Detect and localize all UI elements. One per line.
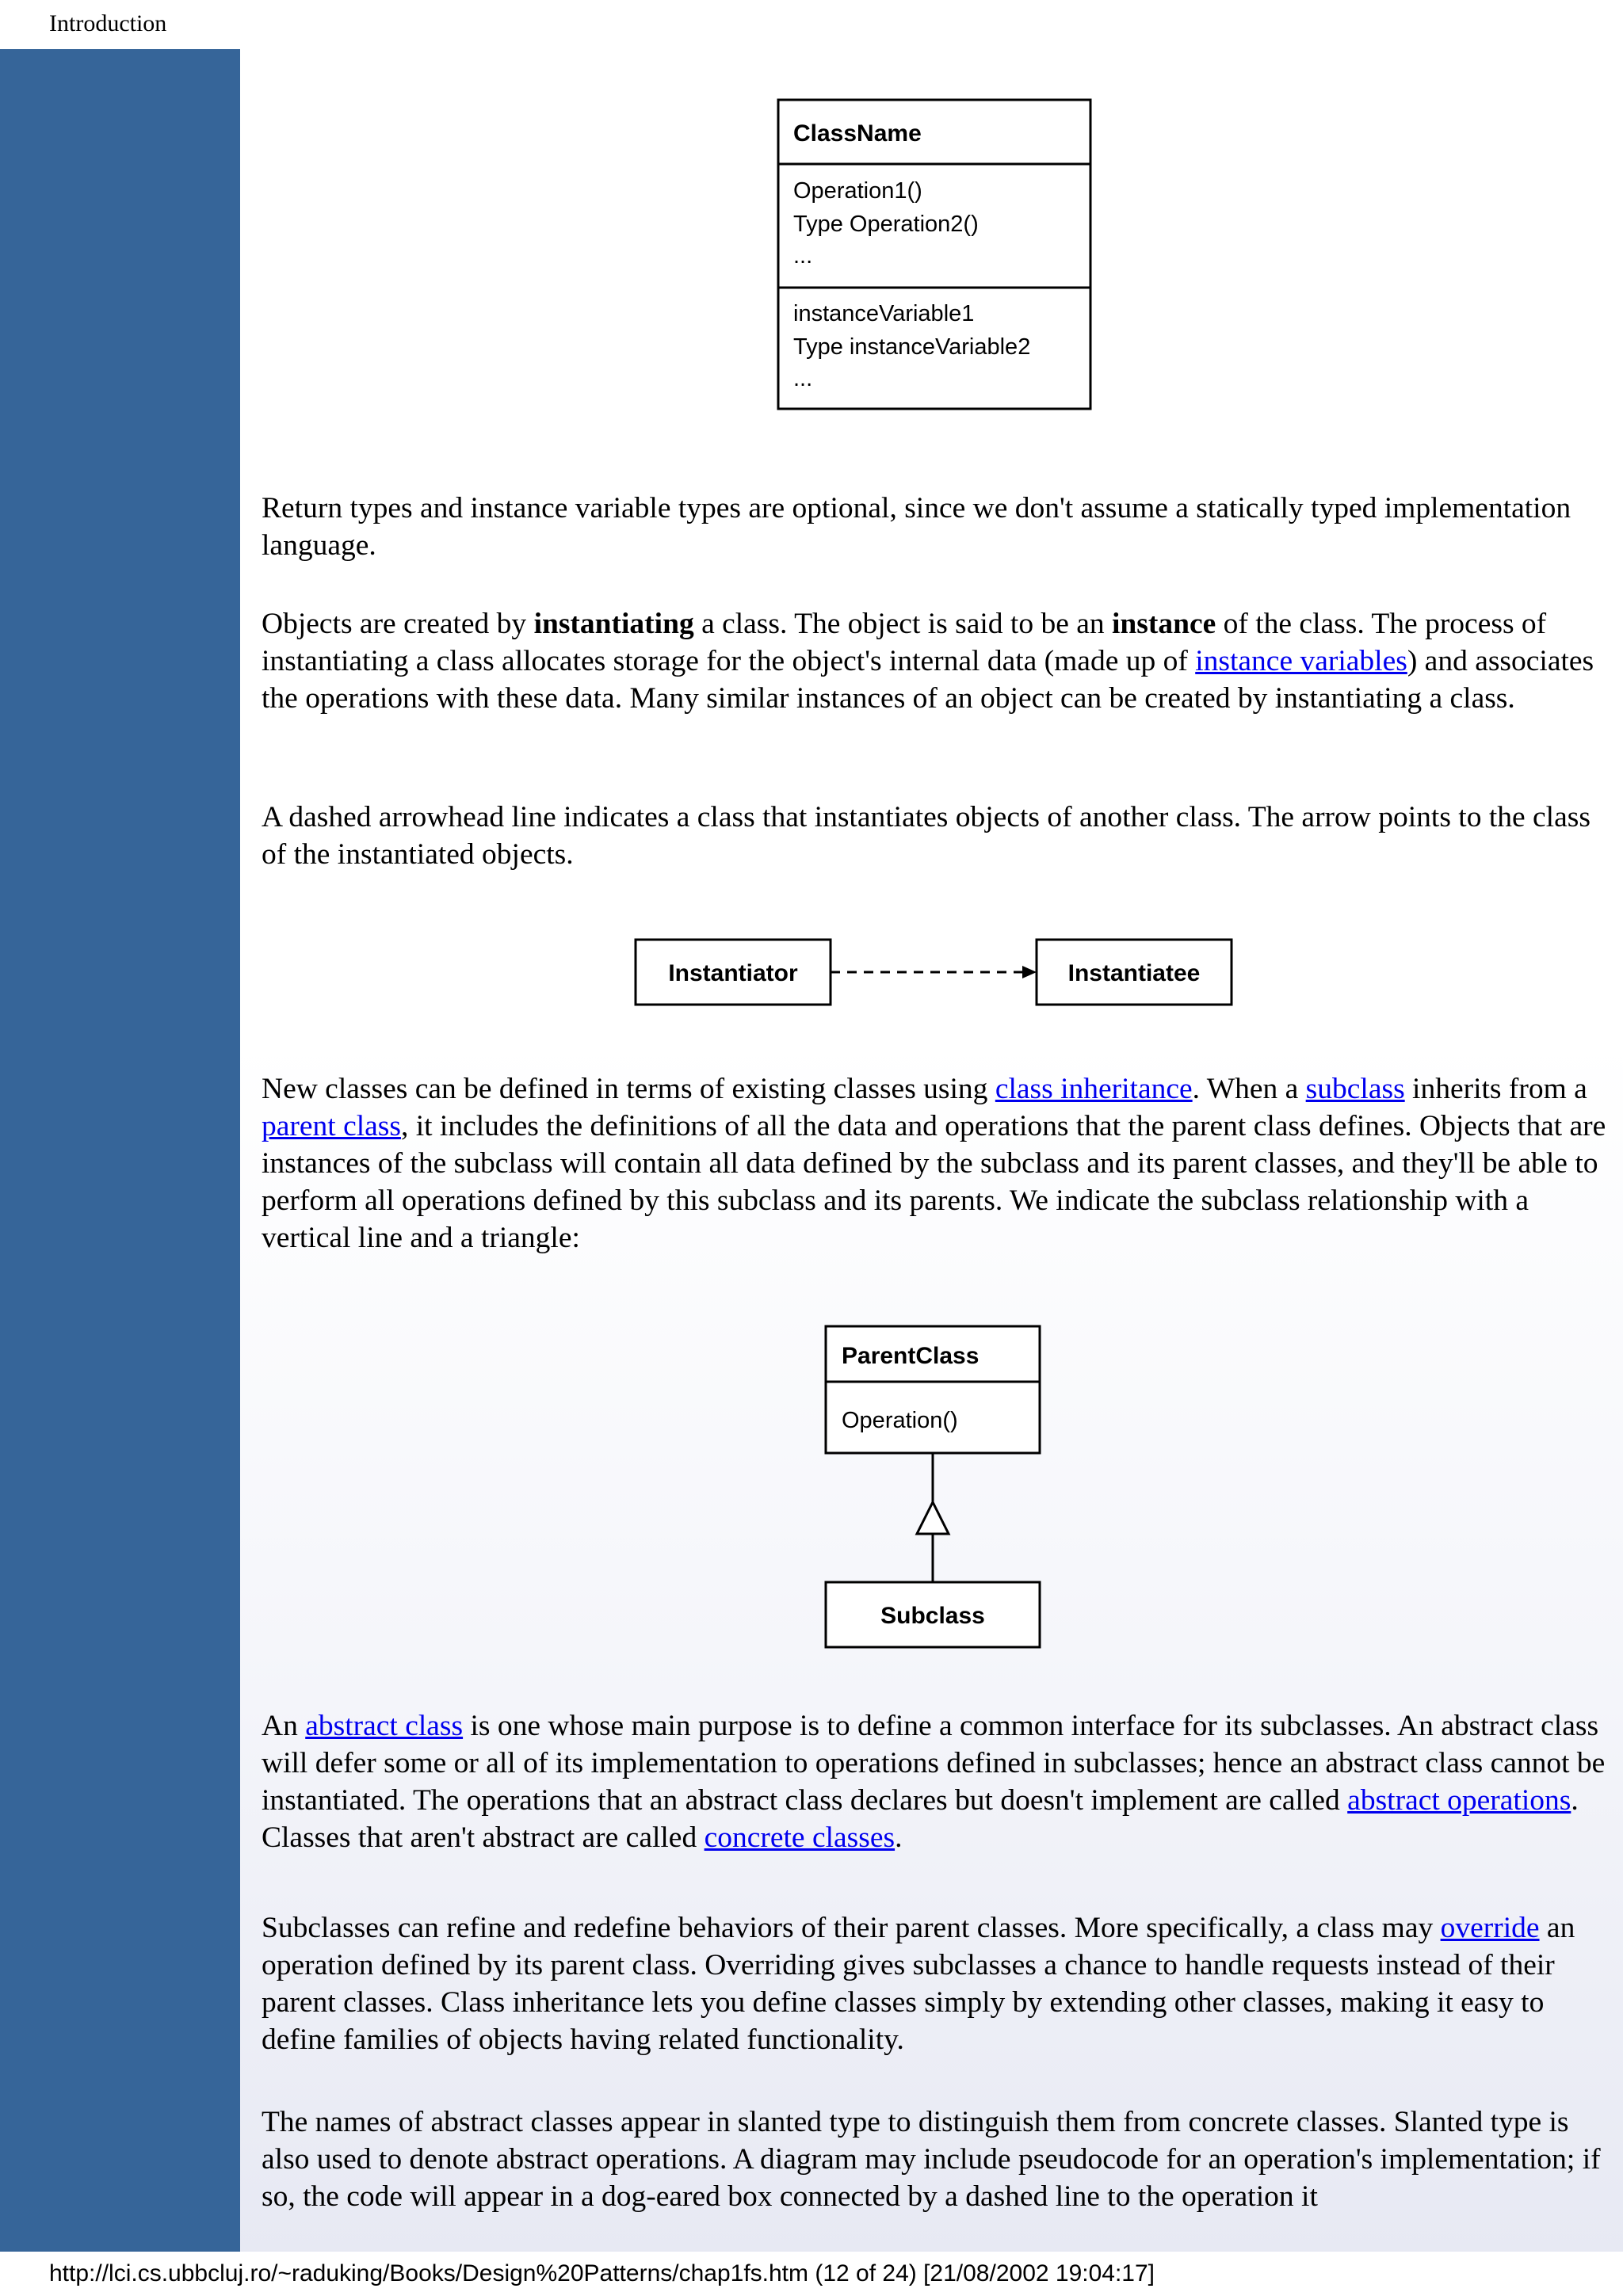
text-run: Subclasses can refine and redefine behaviors of their parent classes. More specifically, a class may (262, 1912, 1441, 1944)
paragraph (262, 1707, 1609, 1856)
inheritance-diagram (824, 1325, 1046, 1653)
text-run: An (262, 1710, 306, 1742)
text-run: inherits from a (1404, 1073, 1587, 1105)
link-parent-class[interactable]: parent class (262, 1110, 401, 1142)
text-run: . Classes that aren't abstract are called (262, 1784, 1579, 1854)
link-instance-variables[interactable]: instance variables (1195, 645, 1407, 677)
instantiator-label: Instantiator (668, 960, 798, 986)
paragraph (262, 605, 1609, 717)
page-header-title: Introduction (49, 10, 167, 36)
text-run: New classes can be defined in terms of existing classes using (262, 1073, 995, 1105)
operation-line: Operation1() (793, 178, 922, 204)
instantiatee-label: Instantiatee (1067, 960, 1201, 986)
paragraph: A dashed arrowhead line indicates a class that instantiates objects of another class. The arrow points to the class of the instantiated objects. (262, 801, 1591, 871)
link-class-inheritance[interactable]: class inheritance (995, 1073, 1193, 1105)
operation-line: Type Operation2() (793, 212, 979, 237)
link-override[interactable]: override (1440, 1912, 1540, 1944)
variable-ellipsis: ... (793, 366, 813, 391)
paragraph: The names of abstract classes appear in slanted type to distinguish them from concrete classes. Slanted type is also used to denote abstract operations. A diagram may include pseudocode for an operation's implementation; if so, the code will appear in a dog-eared box connected by a dashed line to the operation it (262, 2106, 1601, 2213)
paragraph (262, 1070, 1609, 1257)
operation-ellipsis: ... (793, 243, 813, 269)
text-run: Objects are created by (262, 608, 534, 640)
class-name-label: ClassName (793, 120, 922, 147)
bold-term: instantiating (533, 608, 694, 640)
class-notation-diagram (777, 98, 1094, 412)
text-run: a class. The object is said to be an (693, 608, 1112, 640)
text-run: , it includes the definitions of all the data and operations that the parent class defines. Objects that are instances of the subclass will contain all data defined by the subclass and its parent classes, and they'll be able to perform all operations defined by this subclass and its parents. We indicate the subclass relationship with a vertical line and a triangle: (262, 1110, 1606, 1254)
parent-class-label: ParentClass (842, 1343, 980, 1369)
text-run: an operation defined by its parent class. Overriding gives subclasses a chance to handle requests instead of their parent classes. Class inheritance lets you define classes simply by extending other classes, making it easy to define families of objects having related functionality. (262, 1912, 1575, 2056)
footer-url: http://lci.cs.ubbcluj.ro/~raduking/Books/Design%20Patterns/chap1fs.htm (12 of 24) [21/08/2002 19:04:17] (49, 2260, 1155, 2286)
subclass-label: Subclass (880, 1603, 985, 1629)
text-run: ) and associates the operations with these data. Many similar instances of an object can be created by instantiating a class. (262, 645, 1594, 715)
bold-term: instance (1112, 608, 1216, 640)
link-abstract-class[interactable]: abstract class (305, 1710, 464, 1742)
text-run: of the class. The process of instantiating a class allocates storage for the object's internal data (made up of (262, 608, 1547, 677)
variable-line: Type instanceVariable2 (793, 334, 1031, 360)
link-subclass[interactable]: subclass (1305, 1073, 1405, 1105)
sidebar-panel (0, 49, 240, 2252)
instantiation-diagram (634, 938, 1236, 1009)
link-concrete-classes[interactable]: concrete classes (704, 1821, 896, 1854)
text-run: . When a (1192, 1073, 1306, 1105)
parent-operation-label: Operation() (842, 1408, 958, 1433)
variable-line: instanceVariable1 (793, 301, 975, 326)
link-abstract-operations[interactable]: abstract operations (1347, 1784, 1571, 1817)
text-run: is one whose main purpose is to define a common interface for its subclasses. An abstract class will defer some or all of its implementation to operations defined in subclasses; hence an abstract class cannot be instantiated. The operations that an abstract class declares but doesn't implement are called (262, 1710, 1606, 1817)
paragraph (262, 1909, 1609, 2058)
text-run: . (895, 1821, 903, 1854)
paragraph: Return types and instance variable types are optional, since we don't assume a statically typed implementation language. (262, 492, 1571, 562)
